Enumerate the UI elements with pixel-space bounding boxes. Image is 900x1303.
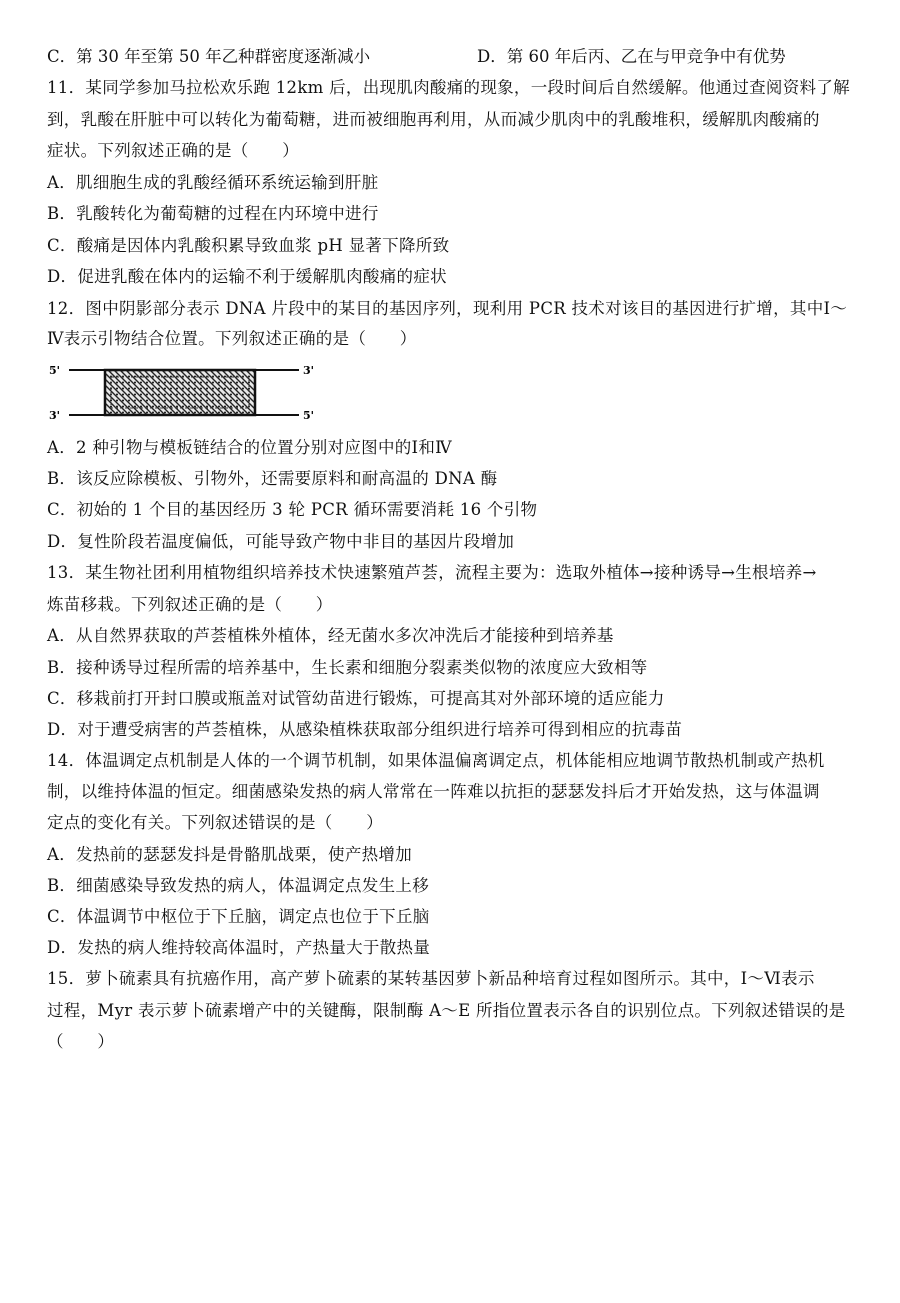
q14-option-a: A．发热前的瑟瑟发抖是骨骼肌战栗，使产热增加 bbox=[47, 845, 413, 864]
q11-option-a: A．肌细胞生成的乳酸经循环系统运输到肝脏 bbox=[47, 173, 379, 192]
dna-fragment-figure bbox=[47, 357, 347, 427]
q14-stem-line-2: 制，以维持体温的恒定。细菌感染发热的病人常常在一阵难以抗拒的瑟瑟发抖后才开始发热，这与体温调 bbox=[47, 782, 820, 801]
q15-stem-line-3: （ ） bbox=[47, 1032, 115, 1051]
q10-option-c: C．第 30 年至第 50 年乙种群密度逐渐减小 bbox=[47, 47, 371, 66]
q12-stem-line-1: 12．图中阴影部分表示 DNA 片段中的某目的基因序列，现利用 PCR 技术对该目的基因进行扩增，其中Ⅰ～ bbox=[47, 299, 848, 318]
q13-option-b: B．接种诱导过程所需的培养基中，生长素和细胞分裂素类似物的浓度应大致相等 bbox=[47, 658, 648, 677]
dna-diagram bbox=[47, 357, 347, 427]
label-3prime-top: 3' bbox=[303, 364, 315, 377]
q12-option-b: B．该反应除模板、引物外，还需要原料和耐高温的 DNA 酶 bbox=[47, 469, 498, 488]
q15-stem-line-2: 过程，Myr 表示萝卜硫素增产中的关键酶，限制酶 A～E 所指位置表示各自的识别位点。下列叙述错误的是 bbox=[47, 1001, 846, 1020]
q14-stem-line-3: 定点的变化有关。下列叙述错误的是（ ） bbox=[47, 813, 383, 832]
q14-option-c: C．体温调节中枢位于下丘脑，调定点也位于下丘脑 bbox=[47, 907, 430, 926]
q11-option-c: C．酸痛是因体内乳酸积累导致血浆 pH 显著下降所致 bbox=[47, 236, 450, 255]
q12-stem-line-2: Ⅳ表示引物结合位置。下列叙述正确的是（ ） bbox=[47, 329, 417, 348]
q11-stem-line-2: 到，乳酸在肝脏中可以转化为葡萄糖，进而被细胞再利用，从而减少肌肉中的乳酸堆积，缓解肌肉酸痛的 bbox=[47, 110, 820, 129]
q11-stem-line-1: 11．某同学参加马拉松欢乐跑 12km 后，出现肌肉酸痛的现象，一段时间后自然缓解。他通过查阅资料了解 bbox=[47, 78, 850, 97]
q13-option-d: D．对于遭受病害的芦荟植株，从感染植株获取部分组织进行培养可得到相应的抗毒苗 bbox=[47, 720, 683, 739]
q14-option-d: D．发热的病人维持较高体温时，产热量大于散热量 bbox=[47, 938, 431, 957]
q11-option-d: D．促进乳酸在体内的运输不利于缓解肌肉酸痛的症状 bbox=[47, 267, 447, 286]
q13-option-a: A．从自然界获取的芦荟植株外植体，经无菌水多次冲洗后才能接种到培养基 bbox=[47, 626, 614, 645]
q10-option-d: D．第 60 年后丙、乙在与甲竞争中有优势 bbox=[477, 47, 786, 66]
q12-option-d: D．复性阶段若温度偏低，可能导致产物中非目的基因片段增加 bbox=[47, 532, 515, 551]
q11-stem-line-3: 症状。下列叙述正确的是（ ） bbox=[47, 141, 299, 160]
q13-option-c: C．移栽前打开封口膜或瓶盖对试管幼苗进行锻炼，可提高其对外部环境的适应能力 bbox=[47, 689, 665, 708]
q12-option-c: C．初始的 1 个目的基因经历 3 轮 PCR 循环需要消耗 16 个引物 bbox=[47, 500, 538, 519]
q14-option-b: B．细菌感染导致发热的病人，体温调定点发生上移 bbox=[47, 876, 430, 895]
label-3prime-bottom: 3' bbox=[49, 409, 61, 422]
q13-stem-line-2: 炼苗移栽。下列叙述正确的是（ ） bbox=[47, 595, 333, 614]
q11-option-b: B．乳酸转化为葡萄糖的过程在内环境中进行 bbox=[47, 204, 379, 223]
q15-stem-line-1: 15．萝卜硫素具有抗癌作用，高产萝卜硫素的某转基因萝卜新品种培育过程如图所示。其中，Ⅰ～Ⅵ表示 bbox=[47, 969, 815, 988]
q13-stem-line-1: 13．某生物社团利用植物组织培养技术快速繁殖芦荟，流程主要为：选取外植体→接种诱导→生根培养→ bbox=[47, 563, 817, 582]
q12-option-a: A．2 种引物与模板链结合的位置分别对应图中的Ⅰ和Ⅳ bbox=[47, 438, 452, 457]
q14-stem-line-1: 14．体温调定点机制是人体的一个调节机制，如果体温偏离调定点，机体能相应地调节散热机制或产热机 bbox=[47, 751, 825, 770]
label-5prime-top: 5' bbox=[49, 364, 61, 377]
label-5prime-bottom: 5' bbox=[303, 409, 315, 422]
